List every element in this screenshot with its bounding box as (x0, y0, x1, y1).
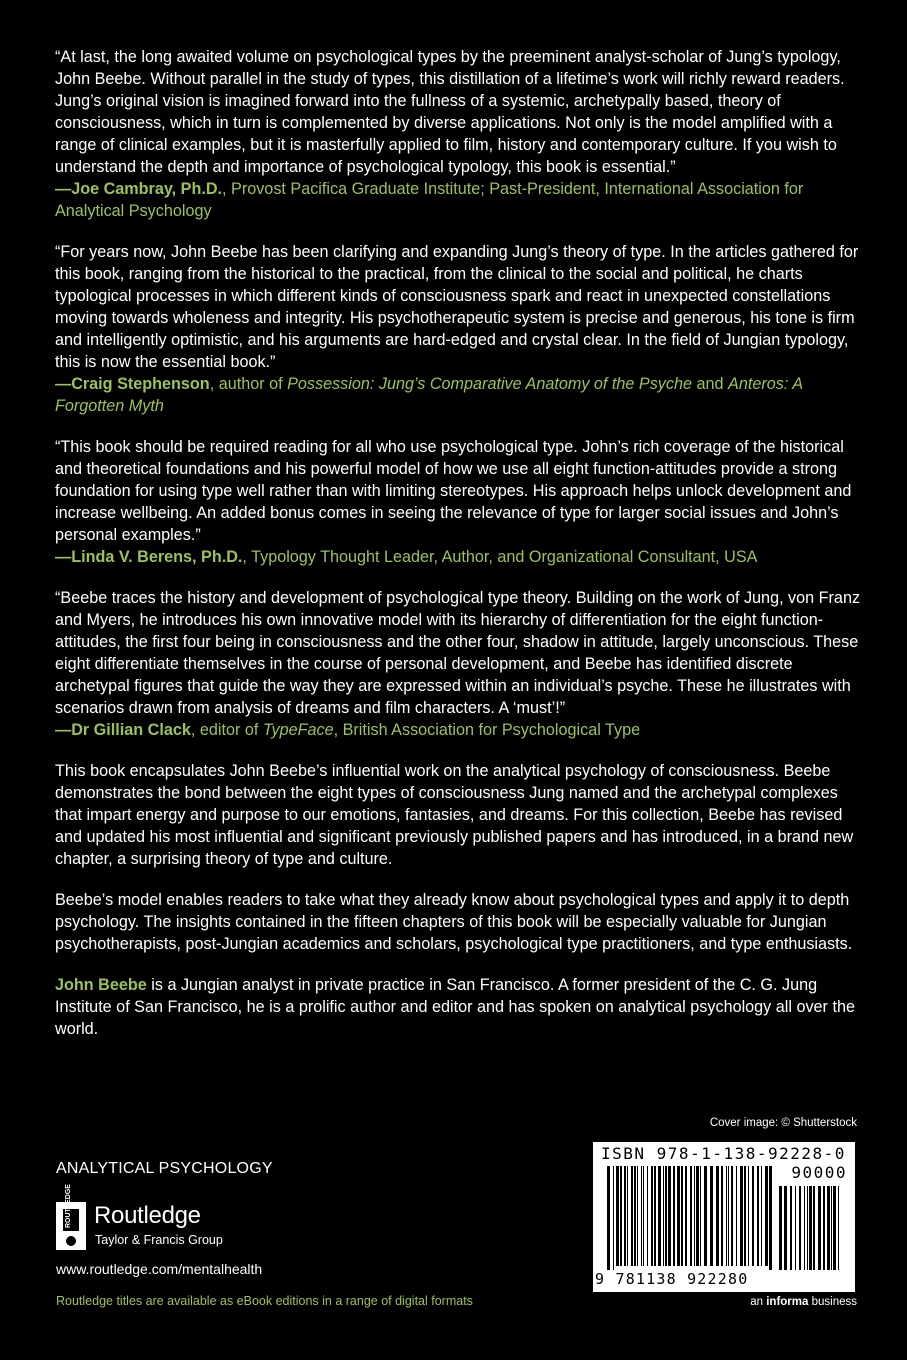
informa-pre: an (750, 1296, 767, 1308)
publisher-name: Routledge (94, 1202, 201, 1229)
barcode-bar (752, 1166, 754, 1266)
barcode-bar (790, 1186, 792, 1270)
publisher-website: www.routledge.com/mentalhealth (56, 1261, 263, 1277)
back-cover-text (55, 46, 865, 1059)
barcode-bar (607, 1166, 610, 1270)
barcode-bar (616, 1166, 619, 1266)
barcode-bar (637, 1166, 638, 1266)
barcode-bar (627, 1166, 628, 1266)
quote-author: —Craig Stephenson (55, 375, 210, 393)
barcode-bar (663, 1166, 664, 1266)
barcode-bar (631, 1166, 633, 1266)
barcode-bar (694, 1166, 695, 1266)
barcode-bar (728, 1166, 729, 1266)
barcode-bar (681, 1166, 683, 1266)
quote-author: —Dr Gillian Clack (55, 721, 191, 739)
routledge-logo-icon (56, 1184, 86, 1250)
barcode-bar (765, 1166, 768, 1266)
publisher-logo (56, 1184, 316, 1256)
barcode-bar (690, 1166, 692, 1266)
barcode-bar (807, 1186, 808, 1270)
informa-bold: informa (766, 1296, 809, 1308)
barcode-bar (795, 1186, 796, 1270)
quote-affiliation: , Provost Pacifica Graduate Institute; Past-President, International Association for Analytical Psychology (55, 180, 804, 220)
author-bio-text: is a Jungian analyst in private practice in San Francisco. A former president of the C. G. Jung Institute of San Francisco, he is a prolific author and editor and has spoken on analytical psychology all over the world. (55, 976, 855, 1038)
barcode-bar (624, 1166, 626, 1266)
barcode-bar (651, 1166, 653, 1266)
barcode-bar (784, 1186, 787, 1270)
barcode-bar (744, 1166, 746, 1266)
barcode-bar (643, 1166, 644, 1266)
subject-category: ANALYTICAL PSYCHOLOGY (56, 1160, 273, 1177)
barcode-bar (761, 1166, 762, 1266)
barcode-bar (804, 1186, 805, 1270)
barcode-bar (696, 1166, 699, 1266)
isbn-barcode (593, 1142, 855, 1292)
barcode-bar (838, 1186, 839, 1270)
barcode-bar (634, 1166, 636, 1266)
barcode-bar (716, 1166, 719, 1266)
description-paragraph: This book encapsulates John Beebe’s influential work on the analytical psychology of consciousness. Beebe demonstrates the bond between the eight types of consciousness Jung named and the archetypal complexes that impart energy and purpose to our emotions, fantasies, and dreams. For this collection, Beebe has revised and updated his most influential and significant previously published papers and has introduced, in a brand new chapter, a surprising theory of type and culture. (55, 762, 854, 868)
barcode-bar (665, 1166, 667, 1266)
barcode-bar (813, 1186, 815, 1270)
barcode-bar (726, 1166, 727, 1266)
quote-text: “At last, the long awaited volume on psychological types by the preeminent analyst-scholar of Jung’s typology, John Beebe. Without parallel in the study of types, this distillation of a lifetime’s work will richly reward readers. Jung’s original vision is imagined forward into the fullness of a systemic, archetypally based, theory of consciousness, which in turn is complemented by diverse applications. Not only is the model amplified with a range of clinical examples, but it is masterfully applied to film, history and contemporary culture. If you wish to understand the depth and importance of psychological typology, this book is essential.” (55, 48, 845, 176)
author-bio (55, 974, 865, 1040)
price-code: 90000 (791, 1163, 847, 1182)
barcode-bar (831, 1186, 832, 1270)
informa-tagline (750, 1296, 857, 1308)
quote-attribution (55, 721, 640, 739)
book-title: TypeFace (262, 721, 334, 739)
barcode-bar (721, 1166, 723, 1266)
logo-vertical-text: ROUTLEDGE (65, 1184, 72, 1228)
barcode-bars (607, 1166, 775, 1270)
barcode-bar (809, 1186, 812, 1270)
quote-affiliation: , Typology Thought Leader, Author, and Organizational Consultant, USA (242, 548, 758, 566)
barcode-bar (658, 1166, 661, 1266)
ebook-note: Routledge titles are available as eBook editions in a range of digital formats (56, 1294, 473, 1308)
barcode-bar (647, 1166, 648, 1266)
book-title: Possession: Jung’s Comparative Anatomy of the Psyche (287, 375, 692, 393)
barcode-bar (668, 1166, 671, 1266)
barcode-bar (641, 1166, 642, 1266)
description-paragraph: Beebe’s model enables readers to take what they already know about psychological types and apply it to depth psychology. The insights contained in the fifteen chapters of this book will be especially valuable for Jungian psychotherapists, post-Jungian academics and scholars, psychological type practitioners, and type enthusiasts. (55, 891, 853, 953)
quote-author: —Joe Cambray, Ph.D. (55, 180, 223, 198)
barcode-bar (704, 1166, 707, 1266)
barcode-bar (731, 1166, 733, 1266)
barcode-bar (710, 1166, 713, 1266)
barcode-bar (823, 1186, 825, 1270)
barcode-bar (685, 1166, 687, 1266)
quote-4 (55, 587, 865, 741)
informa-post: business (808, 1296, 857, 1308)
barcode-bar (654, 1166, 656, 1266)
barcode-bar (799, 1186, 801, 1270)
barcode-bar (769, 1166, 772, 1270)
quote-attribution (55, 548, 757, 566)
quote-1 (55, 46, 865, 222)
quote-text: “Beebe traces the history and development of psychological type theory. Building on the work of Jung, von Franz and Myers, he introduces his own innovative model with its hierarchy of differentiation for the eight function-attitudes, the first four being in consciousness and the other four, shadow in attitude, largely unconscious. These eight differentiate themselves in the course of personal development, and Beebe has identified discrete archetypal figures that guide the way they are expressed within an individual’s psyche. These he illustrates with scenarios drawn from analysis of dreams and film characters. A ‘must’!” (55, 589, 861, 717)
barcode-bar (673, 1166, 675, 1266)
quote-affiliation: and (692, 375, 729, 393)
quote-author: —Linda V. Berens, Ph.D. (55, 548, 243, 566)
cover-credit: Cover image: © Shutterstock (709, 1117, 857, 1129)
barcode-bar (757, 1166, 759, 1266)
book-title: Anteros: A Forgotten Myth (55, 375, 803, 415)
barcode-bar (833, 1186, 836, 1270)
quote-text: “For years now, John Beebe has been clarifying and expanding Jung’s theory of type. In the articles gathered for this book, ranging from the historical to the practical, from the clinical to the social and political, he charts typological processes in which different kinds of consciousness spark and react in unexpected constellations moving towards wholeness and integrity. His psychotherapeutic system is precise and generous, his tone is firm and intelligently optimistic, and his arguments are hard-edged and crystal clear. In the field of Jungian typology, this is now the essential book.” (55, 243, 859, 371)
barcode-bar (613, 1166, 614, 1270)
barcode-digits: 9 781138 922280 (595, 1270, 749, 1288)
barcode-bar (620, 1166, 622, 1266)
addon-barcode-bars (779, 1186, 847, 1270)
barcode-bar (700, 1166, 701, 1266)
barcode-bar (827, 1186, 830, 1270)
author-name: John Beebe (55, 976, 147, 994)
quote-attribution (55, 375, 802, 415)
barcode-bar (740, 1166, 743, 1266)
logo-mark-dot (66, 1236, 76, 1246)
quote-affiliation: , author of (209, 375, 288, 393)
quote-text: “This book should be required reading for all who use psychological type. John’s rich coverage of the historical and theoretical foundations and his powerful model of how we use all eight function-attitudes provide a strong foundation for using type well rather than with limiting stereotypes. His approach helps unlock development and increase wellbeing. An added bonus comes in seeing the relevance of type for larger social issues and John’s personal examples.” (55, 438, 852, 544)
quote-2 (55, 241, 865, 417)
quote-attribution (55, 180, 803, 220)
publisher-group: Taylor & Francis Group (95, 1233, 223, 1247)
barcode-bar (677, 1166, 680, 1266)
quote-3 (55, 436, 865, 568)
quote-affiliation: , British Association for Psychological Type (333, 721, 641, 739)
quote-affiliation: , editor of (190, 721, 263, 739)
isbn-label: ISBN 978-1-138-92228-0 (601, 1144, 846, 1163)
barcode-bar (736, 1166, 737, 1266)
barcode-bar (779, 1186, 782, 1270)
barcode-bar (818, 1186, 821, 1270)
barcode-bar (748, 1166, 749, 1266)
